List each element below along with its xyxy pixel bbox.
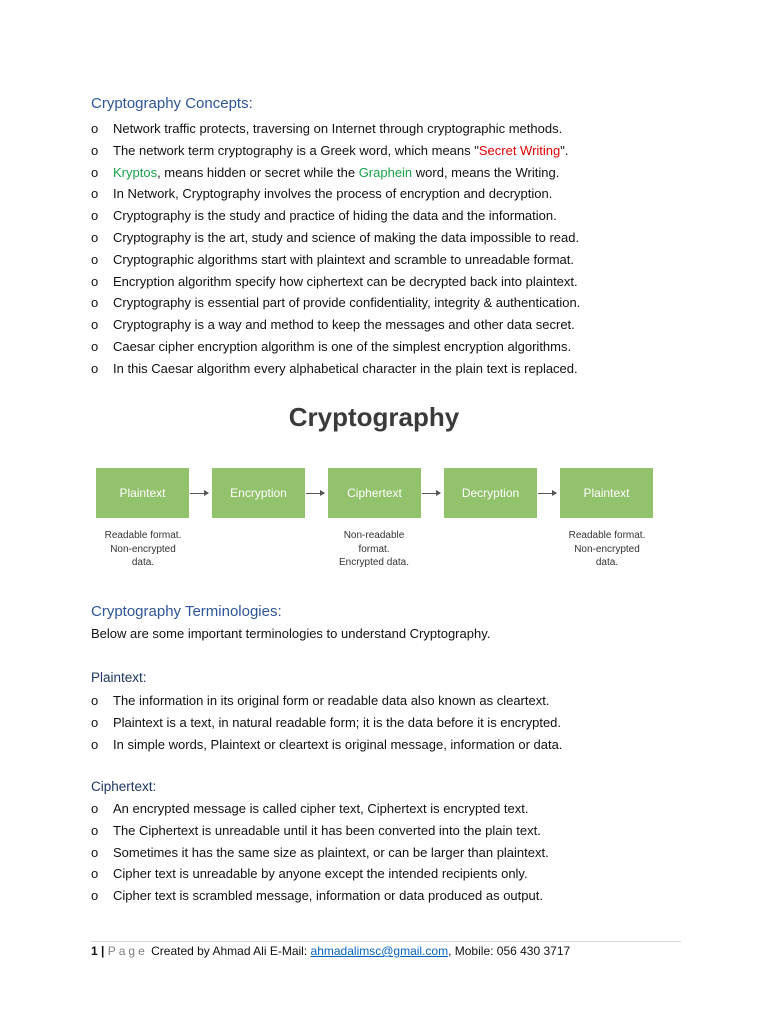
footer-divider <box>91 941 681 942</box>
email-link[interactable]: ahmadalimsc@gmail.com <box>310 944 449 958</box>
bullet-mark: o <box>91 142 99 158</box>
bullet-mark: o <box>91 295 99 311</box>
list-item: o Cryptography is essential part of provide confidentiality, integrity & authentication. <box>91 292 711 314</box>
list-item: o Cipher text is unreadable by anyone except the intended recipients only. <box>91 863 711 885</box>
kryptos-highlight: Kryptos <box>113 164 158 180</box>
footer-mobile: , Mobile: 056 430 3717 <box>448 944 571 958</box>
bullet-mark: o <box>91 121 99 136</box>
bullet-mark: o <box>91 251 99 267</box>
list-item: o Kryptos, means hidden or secret while the Graphein word, means the Writing. <box>91 162 711 184</box>
flow-box-ciphertext: Ciphertext <box>328 468 421 518</box>
bullet-mark: o <box>91 844 99 860</box>
graphein-highlight: Graphein <box>358 164 413 180</box>
bullet-mark: o <box>91 822 99 838</box>
note-plaintext-out: Readable format. Non-encrypted data. <box>568 530 646 568</box>
concepts-heading: Cryptography Concepts: <box>91 95 253 112</box>
flow-arrow <box>190 493 208 494</box>
bullet-mark: o <box>91 317 99 333</box>
list-item: o Cryptography is a way and method to keep the messages and other data secret. <box>91 314 711 336</box>
plaintext-list <box>91 690 711 755</box>
page-number: 1 <box>91 944 98 958</box>
flow-box-plaintext-in: Plaintext <box>96 468 189 518</box>
flow-box-decryption: Decryption <box>444 468 537 518</box>
list-item: o In simple words, Plaintext or cleartext is original message, information or data. <box>91 734 711 756</box>
secret-writing-highlight: Secret Writing <box>478 142 561 158</box>
flow-arrow <box>538 493 556 494</box>
plaintext-heading: Plaintext: <box>91 670 147 685</box>
list-item: o Cryptography is the art, study and science of making the data impossible to read. <box>91 227 711 249</box>
list-item: o An encrypted message is called cipher text, Ciphertext is encrypted text. <box>91 798 711 820</box>
list-item: o Network traffic protects, traversing on Internet through cryptographic methods. <box>91 118 711 140</box>
flow-box-encryption: Encryption <box>212 468 305 518</box>
bullet-mark: o <box>91 164 99 180</box>
bullet-mark: o <box>91 208 99 224</box>
bullet-mark: o <box>91 186 99 202</box>
bullet-mark: o <box>91 273 99 289</box>
bullet-mark: o <box>91 888 99 904</box>
ciphertext-list <box>91 798 711 907</box>
list-item: o Cipher text is scrambled message, information or data produced as output. <box>91 885 711 907</box>
bullet-mark: o <box>91 338 99 354</box>
list-item: o In this Caesar algorithm every alphabetical character in the plain text is replaced. <box>91 358 711 380</box>
footer-separator: | <box>101 944 105 958</box>
ciphertext-heading: Ciphertext: <box>91 779 157 794</box>
terminologies-intro: Below are some important terminologies to understand Cryptography. <box>91 626 491 641</box>
list-item: o The information in its original form or readable data also known as cleartext. <box>91 690 711 712</box>
list-item: o Encryption algorithm specify how ciphertext can be decrypted back into plaintext. <box>91 271 711 293</box>
bullet-mark: o <box>91 714 99 730</box>
list-item: o In Network, Cryptography involves the process of encryption and decryption. <box>91 183 711 205</box>
note-ciphertext: Non-readable format. Encrypted data. <box>338 530 410 568</box>
flow-arrow <box>422 493 440 494</box>
list-item: o Cryptography is the study and practice of hiding the data and the information. <box>91 205 711 227</box>
bullet-mark: o <box>91 736 99 752</box>
note-plaintext-in: Readable format. Non-encrypted data. <box>104 530 182 568</box>
flow-arrow <box>306 493 324 494</box>
bullet-mark: o <box>91 229 99 245</box>
list-item: o Caesar cipher encryption algorithm is one of the simplest encryption algorithms. <box>91 336 711 358</box>
page-footer <box>91 944 570 958</box>
bullet-mark: o <box>91 693 99 708</box>
cryptography-flow-diagram <box>94 398 654 578</box>
page-label: Page <box>107 944 148 958</box>
bullet-mark: o <box>91 866 99 882</box>
list-item: o Sometimes it has the same size as plaintext, or can be larger than plaintext. <box>91 842 711 864</box>
concepts-list <box>91 118 711 380</box>
diagram-title: Cryptography <box>288 402 460 432</box>
list-item: o Cryptographic algorithms start with plaintext and scramble to unreadable format. <box>91 249 711 271</box>
list-item: o Plaintext is a text, in natural readable form; it is the data before it is encrypted. <box>91 712 711 734</box>
bullet-mark: o <box>91 801 99 816</box>
flow-box-plaintext-out: Plaintext <box>560 468 653 518</box>
list-item: o The network term cryptography is a Greek word, which means "Secret Writing". <box>91 140 711 162</box>
list-item: o The Ciphertext is unreadable until it has been converted into the plain text. <box>91 820 711 842</box>
bullet-mark: o <box>91 360 99 376</box>
terminologies-heading: Cryptography Terminologies: <box>91 603 282 620</box>
footer-credit: Created by Ahmad Ali E-Mail: <box>151 944 308 958</box>
